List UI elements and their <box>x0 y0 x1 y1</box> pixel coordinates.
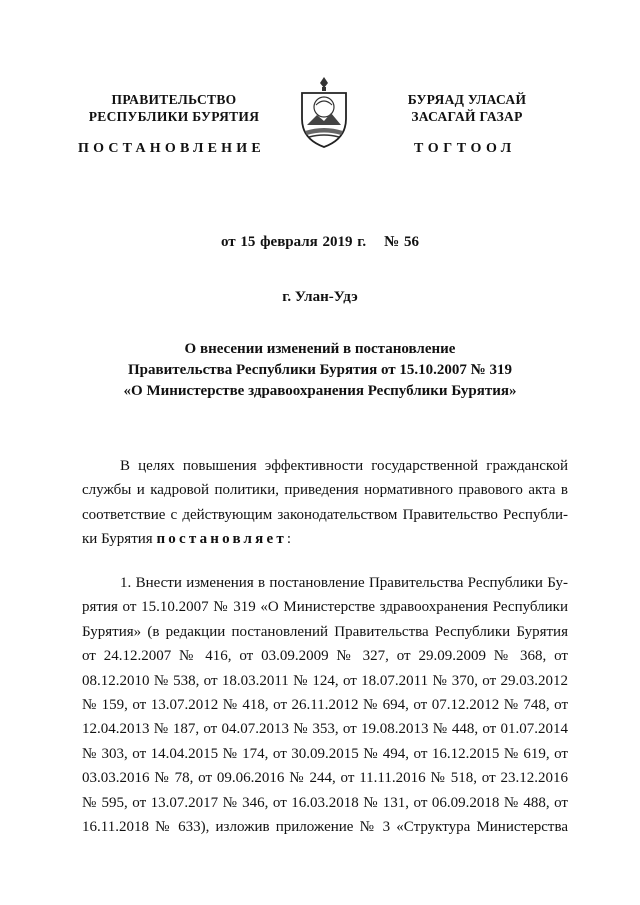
document-type-buryat: ТОГТООЛ <box>414 141 516 156</box>
paragraph-line: рятия от 15.10.2007 № 319 «О Министерстве здравоохранения Республики <box>82 599 568 616</box>
paragraph-line: от 24.12.2007 № 416, от 03.09.2009 № 327, от 29.09.2009 № 368, от <box>82 648 568 665</box>
paragraph-line: № 303, от 14.04.2015 № 174, от 30.09.2015 № 494, от 16.12.2015 № 619, от <box>82 745 568 762</box>
issuer-line: ПРАВИТЕЛЬСТВО <box>111 92 237 107</box>
decree-colon: : <box>286 531 292 548</box>
issuer-name-buryat <box>372 91 562 125</box>
issuer-name-russian <box>62 91 286 125</box>
date-number-line <box>0 234 640 251</box>
issuer-line: БУРЯАД УЛАСАЙ <box>407 92 527 107</box>
document-number: № 56 <box>384 234 419 250</box>
item-1-paragraph <box>82 571 568 839</box>
paragraph-line: № 595, от 13.07.2017 № 346, от 16.03.2018 № 131, от 06.09.2018 № 488, от <box>82 794 568 811</box>
paragraph-line: 08.12.2010 № 538, от 18.03.2011 № 124, от 18.07.2011 № 370, от 29.03.2012 <box>82 672 568 689</box>
city-line: г. Улан-Удэ <box>282 289 358 305</box>
document-type-russian: ПОСТАНОВЛЕНИЕ <box>78 141 265 156</box>
paragraph-line: службы и кадровой политики, приведения нормативного правового акта в <box>82 482 568 499</box>
issuer-line: ЗАСАГАЙ ГАЗАР <box>411 109 523 124</box>
paragraph-line: 1. Внести изменения в постановление Правительства Республики Бу- <box>120 575 568 591</box>
paragraph-line: № 159, от 13.07.2012 № 418, от 26.11.2012 № 694, от 07.12.2012 № 748, от <box>82 697 568 714</box>
paragraph-line <box>82 527 568 551</box>
preamble-paragraph <box>82 454 568 552</box>
preamble-subject: ки Бурятия <box>82 531 157 548</box>
paragraph-line: Бурятия» (в редакции постановлений Правительства Республики Бурятия <box>82 623 568 640</box>
document-date: от 15 февраля 2019 г. <box>220 234 367 250</box>
decree-verb: постановляет <box>156 531 287 548</box>
paragraph-line: 03.03.2016 № 78, от 09.06.2016 № 244, от 11.11.2016 № 518, от 23.12.2016 <box>82 770 568 787</box>
title-line: О внесении изменений в постановление <box>184 341 456 357</box>
paragraph-line: соответствие с действующим законодательством Правительство Республи- <box>82 506 568 523</box>
issuer-line: РЕСПУБЛИКИ БУРЯТИЯ <box>88 109 260 124</box>
paragraph-line: 12.04.2013 № 187, от 04.07.2013 № 353, от 19.08.2013 № 448, от 01.07.2014 <box>82 721 568 738</box>
paragraph-line: В целях повышения эффективности государственной гражданской <box>120 458 568 474</box>
coat-of-arms-icon <box>299 75 349 149</box>
document-title <box>0 339 640 402</box>
paragraph-line: 16.11.2018 № 633), изложив приложение № 3 «Структура Министерства <box>82 819 568 836</box>
title-line: «О Министерстве здравоохранения Республики Бурятия» <box>123 383 517 399</box>
title-line: Правительства Республики Бурятия от 15.10.2007 № 319 <box>127 362 512 378</box>
